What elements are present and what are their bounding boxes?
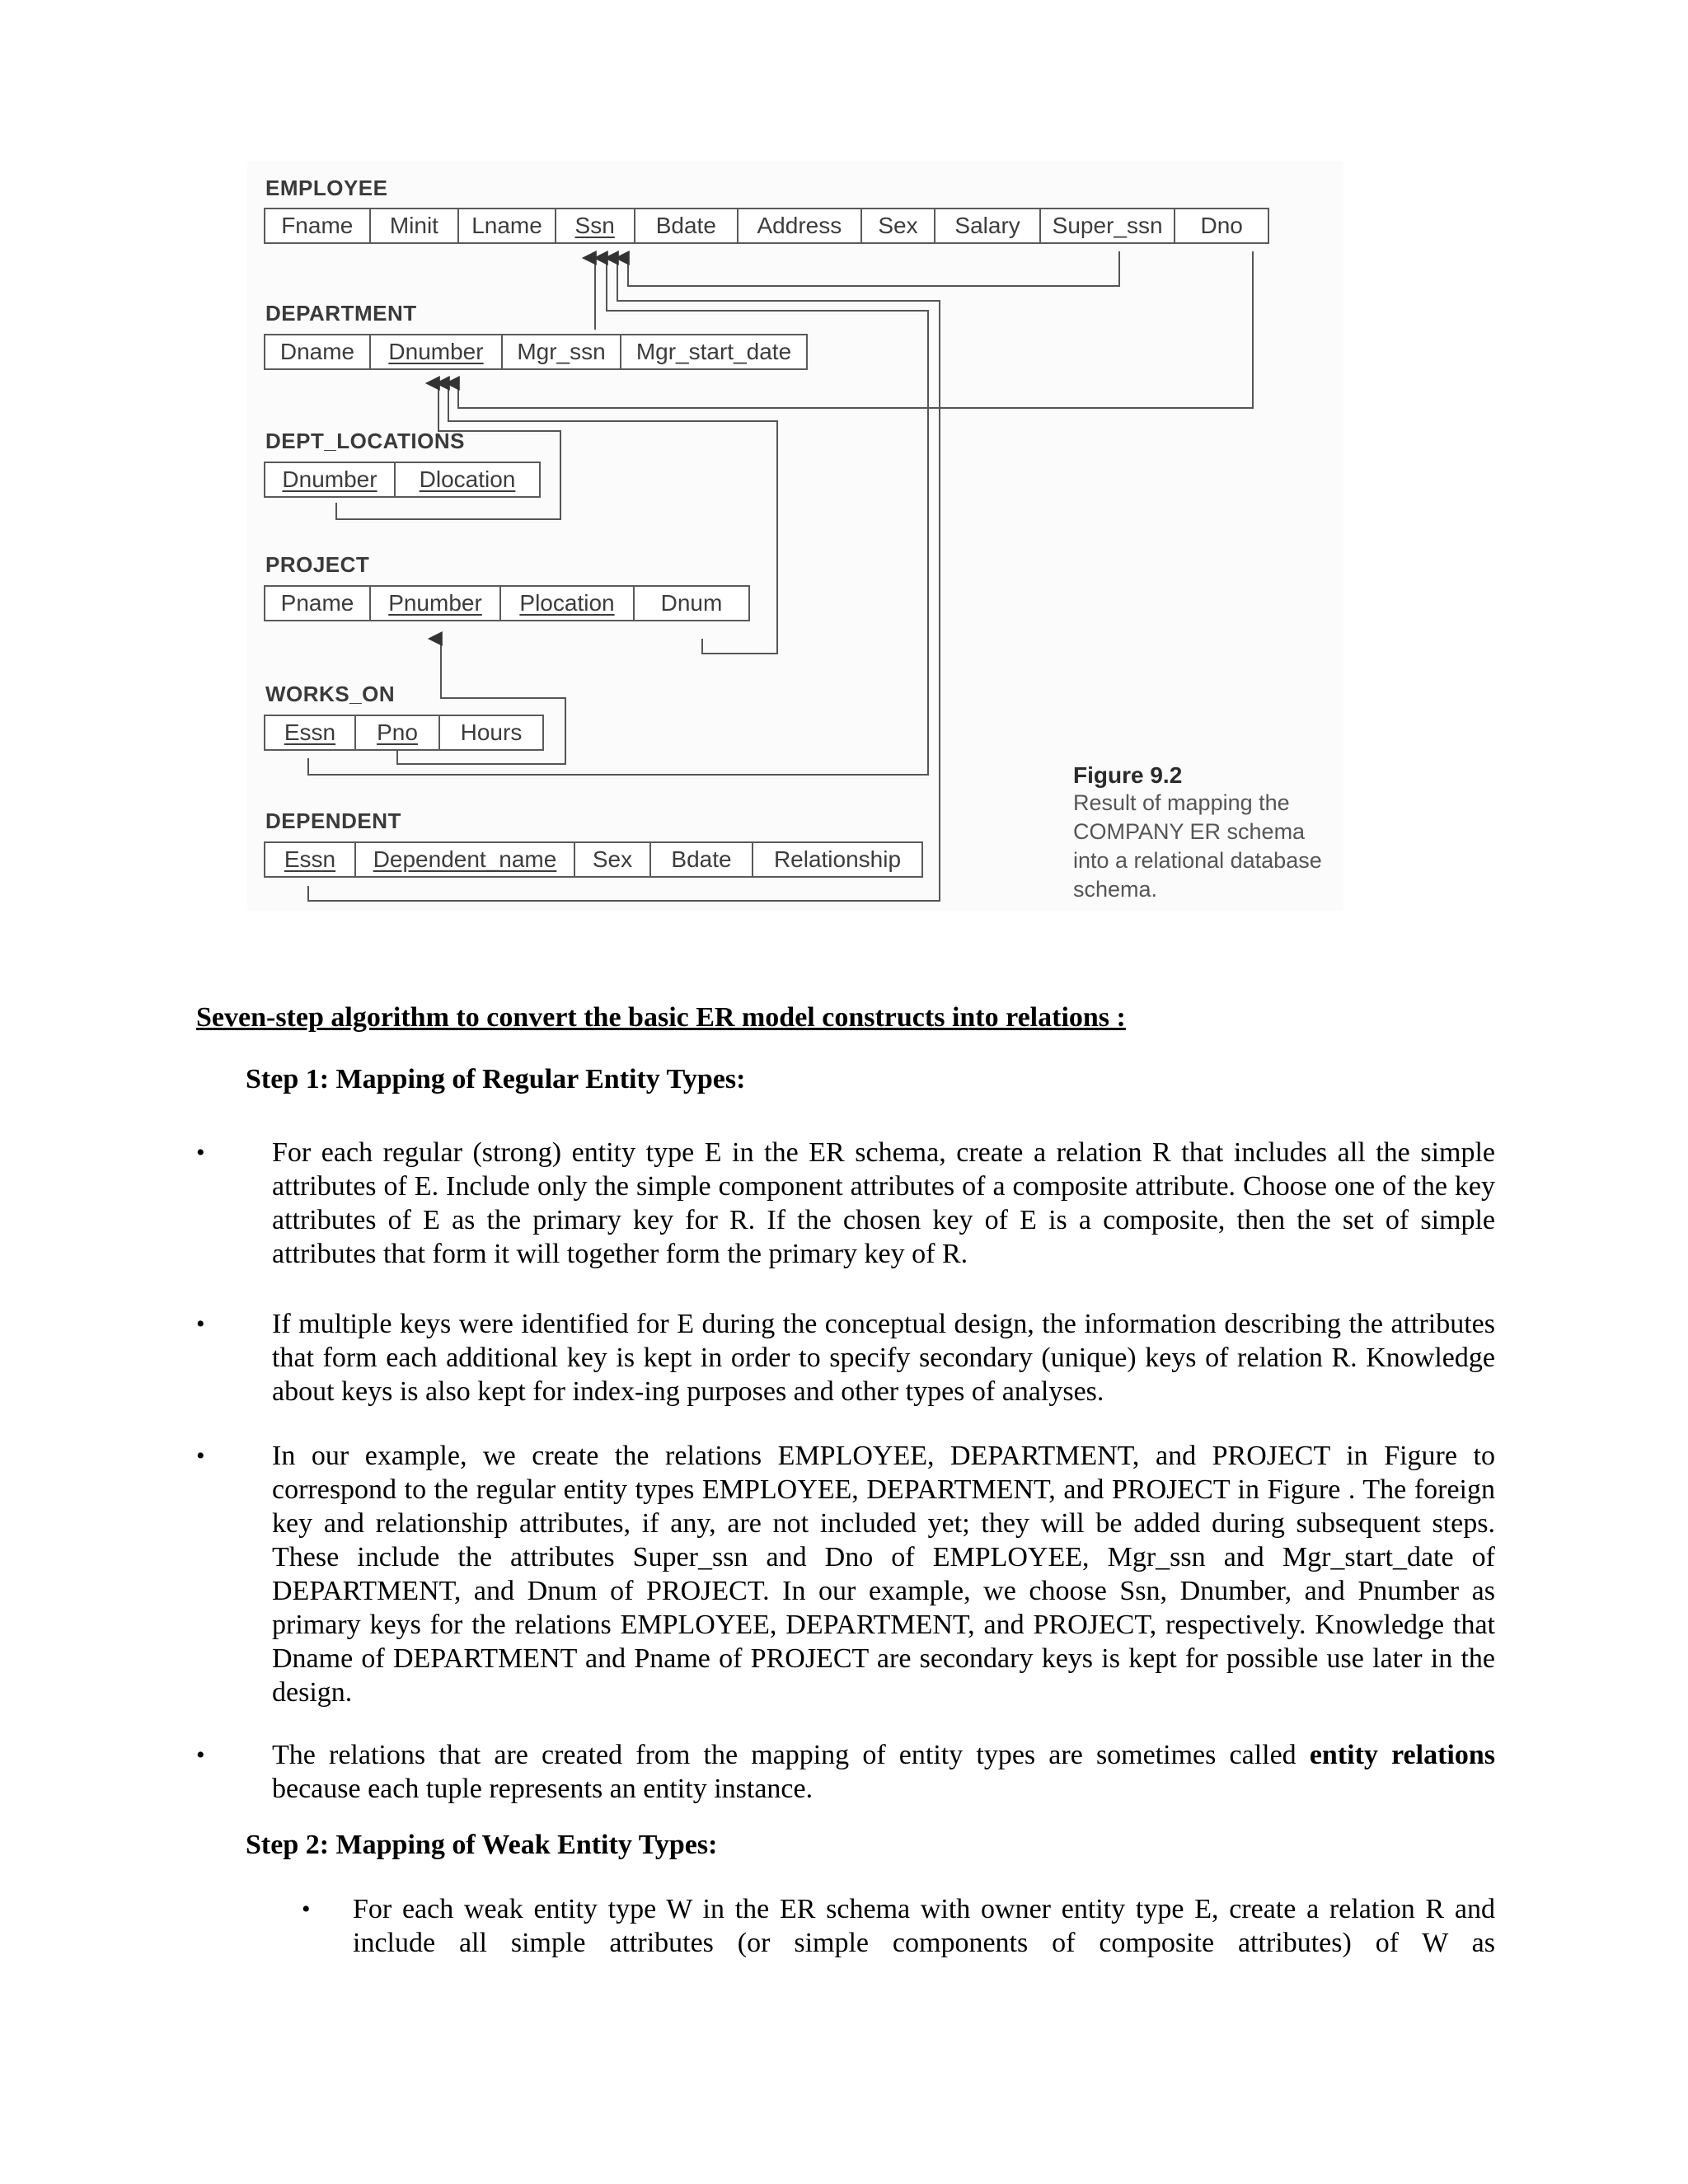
attr-dnumber: Dnumber (265, 463, 396, 496)
bullet-symbol: • (196, 1139, 205, 1166)
bullet-symbol: • (196, 1442, 205, 1469)
attr-bdate: Bdate (651, 843, 753, 876)
attr-address: Address (738, 209, 862, 242)
figure-caption (1073, 762, 1345, 904)
step1-bullet-3: In our example, we create the relations EMPLOYEE, DEPARTMENT, and PROJECT in Figure to correspond to the regular entity types EMPLOYEE, DEPARTMENT, and PROJECT in Figure . The foreign key and relationship attributes, if any, are not included yet; they will be added during subsequent steps. These include the attributes Super_ssn and Dno of EMPLOYEE, Mgr_ssn and Mgr_start_date of DEPARTMENT, and Dnum of PROJECT. In our example, we choose Ssn, Dnumber, and Pnumber as primary keys for the relations EMPLOYEE, DEPARTMENT, and PROJECT, respectively. Knowledge that Dname of DEPARTMENT and Pname of PROJECT are secondary keys is kept for possible use later in the design. (272, 1441, 1495, 1708)
attr-pno: Pno (356, 716, 440, 749)
relation-department (264, 334, 808, 370)
attr-dno: Dno (1200, 213, 1243, 238)
attr-fname: Fname (265, 209, 371, 242)
fk-super-ssn-to-ssn (628, 251, 1119, 286)
relation-employee (264, 208, 1269, 244)
attr-essn: Essn (265, 843, 356, 876)
attr-ssn: Ssn (556, 209, 635, 242)
attr-mgr-start-date: Mgr_start_date (635, 339, 792, 364)
relation-name-employee: EMPLOYEE (265, 176, 388, 200)
attr-plocation: Plocation (501, 587, 635, 620)
attr-dnum: Dnum (660, 590, 723, 616)
attr-bdate: Bdate (635, 209, 739, 242)
step1-bullet-1: For each regular (strong) entity type E in the ER schema, create a relation R that includes all the simple attributes of E. Include only the simple component attributes of a composite attribute. Choose one of the key attributes of E as the primary key for R. If the chosen key of E is a composite, then the set of simple attributes that form it will together form the primary key of R. (272, 1137, 1495, 1269)
relation-dept-locations (264, 462, 541, 498)
bullet-symbol: • (302, 1896, 311, 1923)
attr-dependent-name: Dependent_name (356, 843, 575, 876)
step1-bullet-2: If multiple keys were identified for E during the conceptual design, the information describing the attributes that form each additional key is kept in order to specify secondary (unique) keys of relation R. Knowledge about keys is also kept for index-ing purposes and other types of analyses. (272, 1309, 1495, 1407)
attr-sex: Sex (575, 843, 651, 876)
relation-dependent (264, 841, 923, 878)
bullet-symbol: • (196, 1741, 205, 1769)
attr-pnumber: Pnumber (371, 587, 501, 620)
step1-bullet-4: The relations that are created from the mapping of entity types are sometimes called entity relations because each tuple represents an entity instance. (272, 1740, 1495, 1804)
relation-name-department: DEPARTMENT (265, 301, 417, 326)
step1-heading: Step 1: Mapping of Regular Entity Types: (246, 1064, 746, 1094)
figure-number: Figure 9.2 (1073, 762, 1183, 788)
relation-name-dept-locations: DEPT_LOCATIONS (265, 429, 465, 453)
bullet-symbol: • (196, 1310, 205, 1338)
step2-heading: Step 2: Mapping of Weak Entity Types: (246, 1830, 718, 1860)
attr-essn: Essn (265, 716, 356, 749)
attr-sex: Sex (862, 209, 936, 242)
relation-project (264, 585, 750, 621)
relation-name-works-on: WORKS_ON (265, 682, 396, 706)
attr-minit: Minit (371, 209, 460, 242)
attr-hours: Hours (460, 719, 523, 745)
relation-name-dependent: DEPENDENT (265, 808, 401, 833)
figure-caption-text: Result of mapping the COMPANY ER schema into a relational database schema. (1073, 790, 1322, 902)
attr-dlocation: Dlocation (419, 466, 516, 492)
attr-dname: Dname (265, 335, 371, 368)
relation-works-on (264, 715, 544, 751)
attr-super-ssn: Super_ssn (1041, 209, 1175, 242)
section-title: Seven-step algorithm to convert the basic ER model constructs into relations : (196, 1002, 1126, 1033)
attr-salary: Salary (935, 209, 1041, 242)
step2-bullet-1: For each weak entity type W in the ER schema with owner entity type E, create a relation R and include all simple attributes (or simple components of composite attributes) of W as (353, 1894, 1495, 1958)
fk-dno-to-dnumber (458, 251, 1253, 408)
attr-relationship: Relationship (773, 846, 902, 872)
attr-mgr-ssn: Mgr_ssn (503, 335, 621, 368)
attr-pname: Pname (265, 587, 371, 620)
attr-dnumber: Dnumber (371, 335, 503, 368)
attr-lname: Lname (459, 209, 556, 242)
relation-name-project: PROJECT (265, 552, 370, 577)
